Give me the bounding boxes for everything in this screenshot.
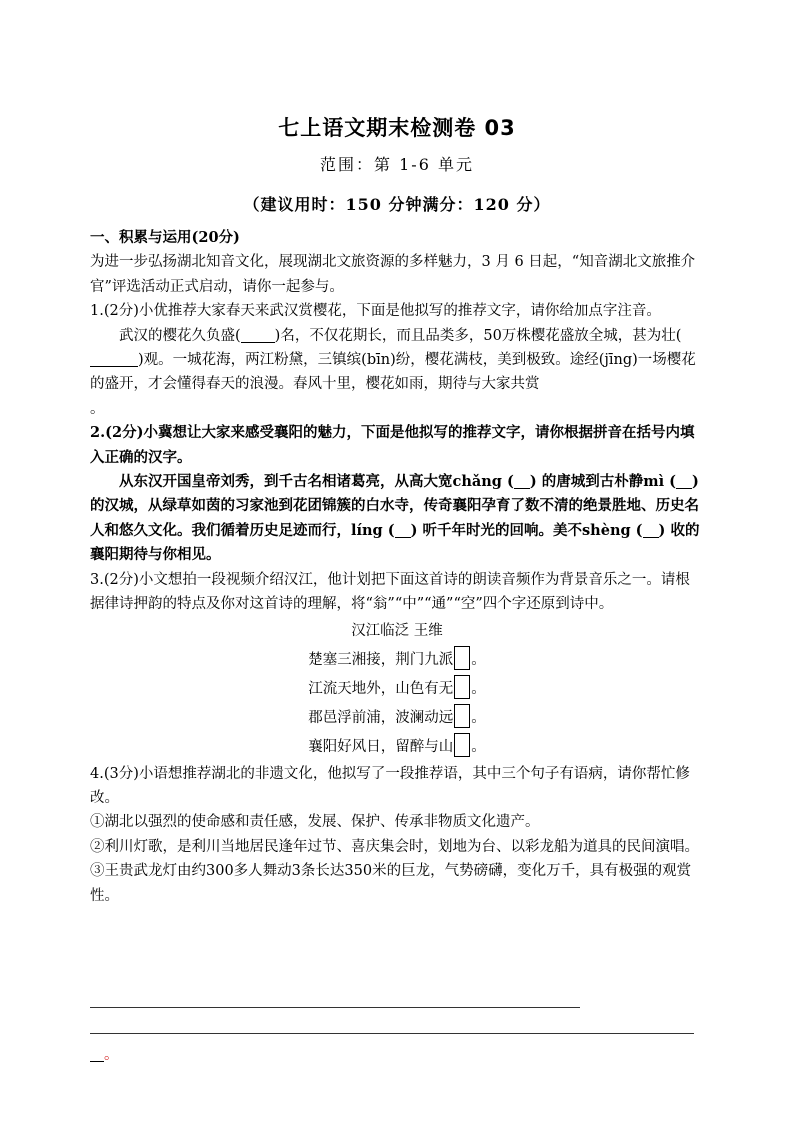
section-heading: 一、积累与运用(20分)	[90, 229, 240, 246]
poem-title: 汉江临泛 王维	[351, 622, 443, 639]
poem-blank-box-2[interactable]	[454, 675, 470, 699]
q1-blank-3[interactable]	[540, 377, 541, 391]
q2-blank-2[interactable]	[676, 474, 692, 489]
exam-title: 七上语文期末检测卷 03	[278, 116, 516, 140]
q4-sentence-2: ②利川灯歌，是利川当地居民逢年过节、喜庆集会时，划地为台、以彩龙船为道具的民间演唱。	[90, 838, 699, 855]
poem-line-1-text: 楚塞三湘接，荆门九派	[308, 651, 454, 668]
exam-content	[90, 226, 704, 908]
poem-line-3	[90, 704, 704, 733]
q2-blank-4[interactable]	[643, 523, 659, 538]
poem-line-2	[90, 675, 704, 704]
poem-line-1-end: 。	[471, 651, 486, 668]
section-intro: 为进一步弘扬湖北知音文化，展现湖北文旅资源的多样魅力，3 月 6 日起，“知音湖北文旅推介官”评选活动正式启动，请你一起参与。	[90, 254, 696, 295]
question-4-stem: 4.(3分)小语想推荐湖北的非遗文化，他拟写了一段推荐语，其中三个句子有语病，请你帮忙修改。	[90, 765, 690, 806]
poem-blank-box-3[interactable]	[454, 704, 470, 728]
q1-blank-1[interactable]	[241, 328, 275, 343]
poem-line-3-text: 郡邑浮前浦，波澜动远	[308, 709, 454, 726]
q2-blank-1[interactable]	[514, 474, 530, 489]
exam-time-info: （建议用时：150 分钟满分：120 分）	[243, 195, 551, 214]
poem-line-2-end: 。	[471, 680, 486, 697]
q2-text-e: ) 收的襄阳期待与你相见。	[90, 521, 700, 564]
q1-blank-2[interactable]	[90, 352, 138, 367]
q2-text-b: ) 的唐城到古朴静mì (	[529, 473, 677, 491]
q2-text-c: ) 的汉城，从绿草如茵的习家池到花团锦簇的白水寺，传奇襄阳孕育了数不清的绝景胜地、历史名人和悠久文化。我们循着历史足迹而行，líng (	[90, 473, 699, 539]
q4-sentence-3: ③王贵武龙灯由约300多人舞动3条长达350米的巨龙，气势磅礴，变化万千，具有极强的观赏性。	[90, 863, 692, 904]
exam-range: 范围：第 1-6 单元	[320, 155, 474, 174]
poem-line-1	[90, 646, 704, 675]
poem	[90, 617, 704, 762]
q2-text-a: 从东汉开国皇帝刘秀，到千古名相诸葛亮，从高大宽chǎng (	[119, 473, 514, 491]
poem-line-4-end: 。	[471, 738, 486, 755]
answer-line-2[interactable]	[90, 1033, 694, 1034]
poem-line-4	[90, 733, 704, 762]
poem-line-4-text: 襄阳好风日，留醉与山	[308, 738, 454, 755]
question-1-passage: 武汉的樱花久负盛( )名，不仅花期长，而且品类多，50万株樱花盛放全城，甚为壮()观。一城花海，两江粉黛，三镇缤(bīn)纷，樱花满枝，美到极致。途经(jīng)一场樱花的盛开，才会懂得春天的浪漫。春风十里，樱花如雨，期待与大家共赏 。	[90, 327, 696, 417]
q1-text-a: 武汉的樱花久负盛	[119, 327, 235, 344]
question-3-stem: 3.(2分)小文想拍一段视频介绍汉江，他计划把下面这首诗的朗读音频作为背景音乐之一。请根据律诗押韵的特点及你对这首诗的理解，将“翁”“中”“通”“空”四个字还原到诗中。	[90, 571, 690, 613]
q1-text-b: 名，不仅花期长，而且品类多，50万株樱花盛放全城，甚为壮	[280, 327, 676, 344]
answer-line-3[interactable]	[90, 1047, 104, 1062]
question-2-stem: 2.(2分)小冀想让大家来感受襄阳的魅力，下面是他拟写的推荐文字，请你根据拼音在括号内填入正确的汉字。	[90, 424, 695, 466]
answer-tail	[90, 1043, 119, 1064]
q2-text-d: ) 听千年时光的回响。美不shèng (	[410, 521, 643, 539]
answer-tail-mark: 。	[104, 1047, 119, 1063]
q2-blank-3[interactable]	[395, 523, 411, 538]
poem-line-3-end: 。	[471, 709, 486, 726]
q1-end: 。	[90, 400, 105, 417]
q1-text-c: 观。一城花海，两江粉黛，三镇缤(bīn)纷，樱花满枝，美到极致。途经(jīng)一场樱花的盛开，才会懂得春天的浪漫。春风十里，樱花如雨，期待与大家共赏	[90, 352, 696, 393]
question-2-passage	[90, 470, 704, 568]
q4-sentence-1: ①湖北以强烈的使命感和责任感，发展、保护、传承非物质文化遗产。	[90, 814, 540, 831]
poem-blank-box-4[interactable]	[454, 733, 470, 757]
answer-line-1[interactable]	[90, 1007, 580, 1008]
poem-blank-box-1[interactable]	[454, 646, 470, 670]
poem-line-2-text: 江流天地外，山色有无	[308, 680, 454, 697]
question-1-stem: 1.(2分)小优推荐大家春天来武汉赏樱花，下面是他拟写的推荐文字，请你给加点字注音。	[90, 303, 661, 320]
